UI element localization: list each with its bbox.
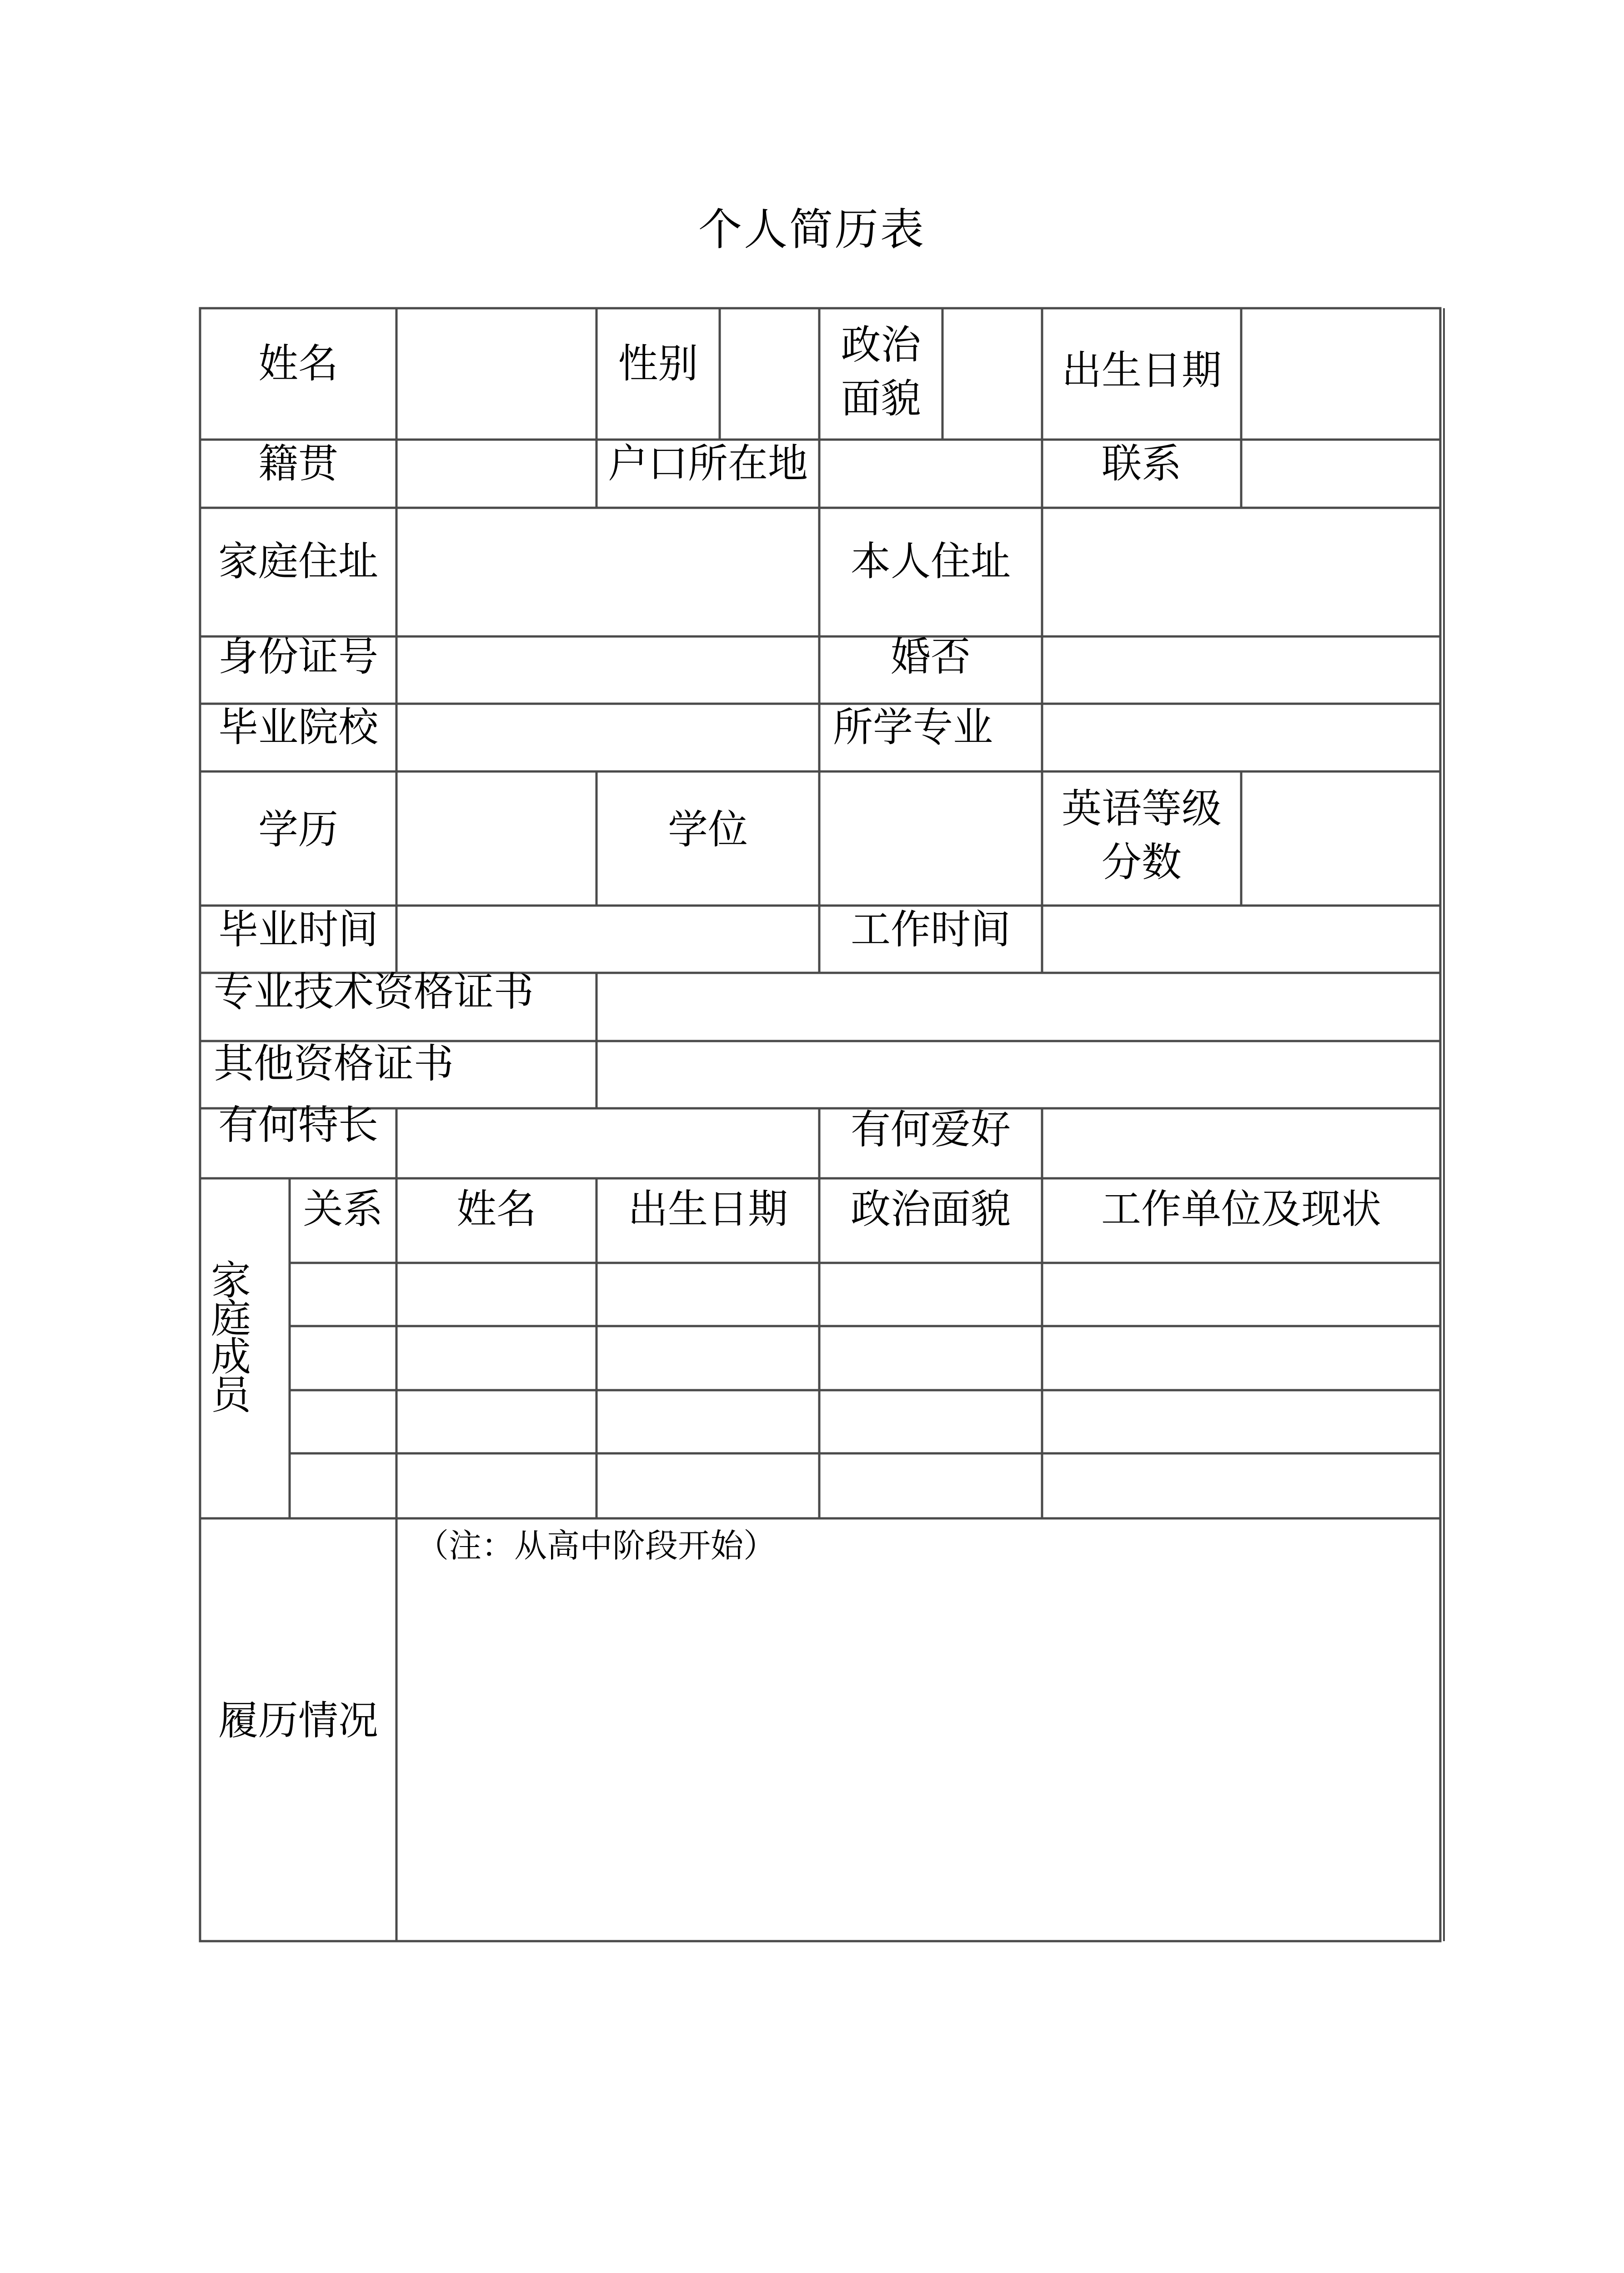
family-header-work-unit: 工作单位及现状: [1101, 1186, 1381, 1232]
degree-label: 学位: [667, 806, 748, 853]
work-time-label: 工作时间: [850, 906, 1011, 953]
specialty-label: 有何特长: [218, 1101, 378, 1148]
hobby-label: 有何爱好: [850, 1106, 1011, 1153]
family-header-name: 姓名: [456, 1186, 536, 1232]
english-level-label: [1042, 782, 1241, 889]
family-members-char-1: 家: [211, 1257, 251, 1304]
specialty-field[interactable]: [396, 1108, 819, 1178]
family-header-birth-date: 出生日期: [627, 1186, 788, 1232]
graduation-time-field[interactable]: [396, 906, 819, 973]
current-address-field[interactable]: [1042, 508, 1440, 636]
marital-status-field[interactable]: [1042, 636, 1440, 704]
work-time-field[interactable]: [1042, 906, 1440, 973]
professional-certificate-field[interactable]: [596, 973, 1440, 1041]
contact-label: 联系: [1101, 440, 1182, 487]
work-history-note: （注：从高中阶段开始）: [416, 1527, 777, 1565]
birth-date-field[interactable]: [1241, 308, 1440, 440]
household-registration-label: 户口所在地: [607, 440, 808, 487]
graduated-school-label: 毕业院校: [218, 704, 378, 751]
english-level-label-line1: 英语等级: [1061, 785, 1222, 832]
family-members-char-3: 成: [211, 1333, 251, 1380]
native-place-field[interactable]: [396, 440, 596, 508]
work-history-field[interactable]: [396, 1571, 1440, 1941]
english-level-field[interactable]: [1241, 771, 1440, 906]
family-members-char-4: 员: [211, 1372, 251, 1418]
major-field[interactable]: [1042, 704, 1440, 771]
political-status-label-line1: 政治: [841, 321, 921, 368]
family-header-relation: 关系: [303, 1186, 383, 1232]
family-header-political-status: 政治面貌: [850, 1186, 1011, 1232]
id-number-label: 身份证号: [218, 633, 378, 680]
gender-field[interactable]: [720, 308, 819, 440]
contact-field[interactable]: [1241, 440, 1440, 508]
other-certificate-label: 其他资格证书: [214, 1040, 454, 1087]
political-status-field[interactable]: [942, 308, 1042, 440]
name-field[interactable]: [396, 308, 596, 440]
home-address-label: 家庭住址: [218, 538, 378, 585]
family-row-2[interactable]: [290, 1326, 1440, 1390]
family-row-1[interactable]: [290, 1263, 1440, 1326]
birth-date-label: 出生日期: [1061, 347, 1222, 394]
other-certificate-field[interactable]: [596, 1041, 1440, 1108]
family-row-4[interactable]: [290, 1453, 1440, 1518]
education-label: 学历: [258, 806, 338, 853]
major-label: 所学专业: [833, 704, 993, 751]
graduation-time-label: 毕业时间: [218, 906, 378, 953]
work-history-label: 履历情况: [218, 1697, 378, 1744]
hobby-field[interactable]: [1042, 1108, 1440, 1178]
professional-certificate-label: 专业技术资格证书: [214, 968, 534, 1015]
education-field[interactable]: [396, 771, 596, 906]
page-title: 个人简历表: [698, 204, 926, 255]
degree-field[interactable]: [819, 771, 1042, 906]
gender-label: 性别: [618, 340, 698, 387]
political-status-label: [819, 318, 942, 426]
current-address-label: 本人住址: [850, 538, 1011, 585]
graduated-school-field[interactable]: [396, 704, 819, 771]
home-address-field[interactable]: [396, 508, 819, 636]
english-level-label-line2: 分数: [1101, 839, 1182, 886]
family-members-char-2: 庭: [211, 1295, 251, 1342]
family-row-3[interactable]: [290, 1390, 1440, 1453]
household-registration-field[interactable]: [819, 440, 1042, 508]
marital-status-label: 婚否: [890, 633, 971, 680]
family-members-label: [208, 1257, 254, 1418]
native-place-label: 籍贯: [258, 440, 338, 487]
name-label: 姓名: [258, 340, 338, 387]
political-status-label-line2: 面貌: [841, 375, 921, 422]
id-number-field[interactable]: [396, 636, 819, 704]
